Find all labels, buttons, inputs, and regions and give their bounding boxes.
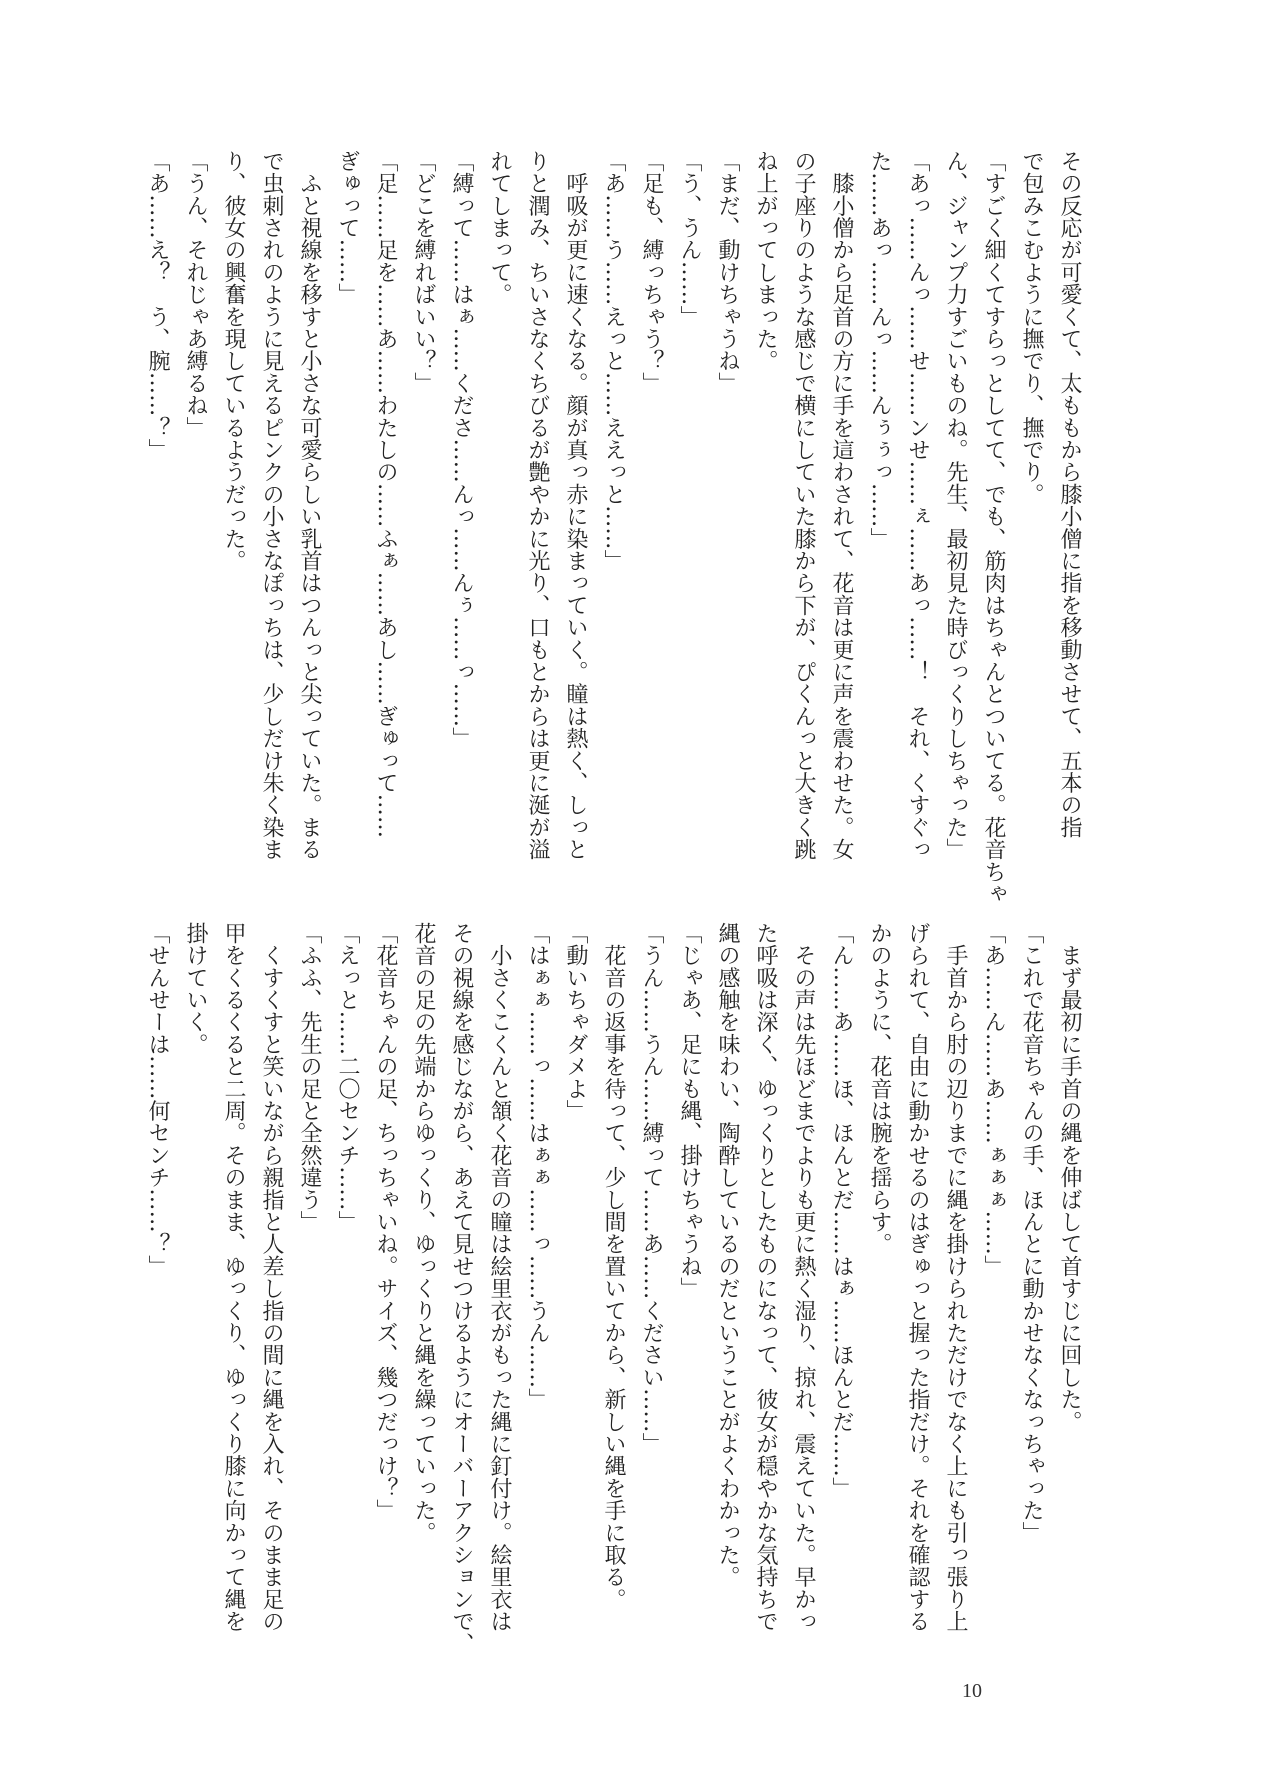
text-line: 「どこを縛ればいい？」 (411, 150, 436, 395)
text-line: まず最初に手首の縄を伸ばして首すじに回した。 (1057, 922, 1082, 1433)
text-line: 「ふふ、先生の足と全然違う」 (297, 922, 322, 1233)
text-line: 手首から肘の辺りまでに縄を掛けられただけでなく上にも引っ張り上 (943, 922, 968, 1633)
text-line: た……あっ……んっ……んぅぅっ……」 (867, 150, 892, 550)
text-line: 「これで花音ちゃんの手、ほんとに動かせなくなっちゃった」 (1019, 922, 1044, 1544)
text-line: くすくすと笑いながら親指と人差し指の間に縄を入れ、そのまま足の (259, 922, 284, 1633)
text-line: 「えっと……二〇センチ……」 (335, 922, 360, 1233)
text-line: その声は先ほどまでよりも更に熱く湿り、掠れ、震えていた。早かっ (791, 922, 816, 1633)
text-line: 膝小僧から足首の方に手を這わされて、花音は更に声を震わせた。女 (829, 150, 854, 861)
text-line: 「あ……ん……あ……ぁぁぁ……」 (981, 922, 1006, 1278)
text-line: れてしまって。 (487, 150, 512, 306)
page-number: 10 (962, 1680, 982, 1702)
text-line: 「う、うん……」 (677, 150, 702, 328)
text-line: 「はぁぁ……っ……はぁぁ……っ……うん……」 (525, 922, 550, 1411)
text-line: 「まだ、動けちゃうね」 (715, 150, 740, 395)
text-line: 甲をくるくると二周。そのまま、ゆっくり、ゆっくり膝に向かって縄を (221, 922, 246, 1633)
text-line: 縄の感触を味わい、陶酔しているのだということがよくわかった。 (715, 922, 740, 1588)
text-line: 「足も、縛っちゃう？」 (639, 150, 664, 395)
text-line: 「動いちゃダメよ」 (563, 922, 588, 1122)
text-line: げられて、自由に動かせるのはぎゅっと握った指だけ。それを確認する (905, 922, 930, 1633)
text-line: り、彼女の興奮を現しているようだった。 (221, 150, 246, 572)
text-line: 「うん、それじゃあ縛るね」 (183, 150, 208, 439)
text-line: りと潤み、ちいさなくちびるが艶やかに光り、口もとからは更に涎が溢 (525, 150, 550, 861)
text-line: かのように、花音は腕を揺らす。 (867, 922, 892, 1255)
text-line: ん、ジャンプ力すごいものね。先生、最初見た時びっくりしちゃった」 (943, 150, 968, 861)
text-line: 掛けていく。 (183, 922, 208, 1056)
text-line: 「すごく細くてすらっとしてて、でも、筋肉はちゃんとついてる。花音ちゃ (981, 150, 1006, 905)
text-line: 「花音ちゃんの足、ちっちゃいね。サイズ、幾つだっけ？」 (373, 922, 398, 1522)
text-block-top (138, 150, 1088, 905)
text-line: その視線を感じながら、あえて見せつけるようにオーバーアクションで、 (449, 922, 474, 1655)
text-block-bottom (138, 922, 1088, 1662)
text-line: 「あっ……んっ……せ……ンせ……ぇ……あっ……！ それ、くすぐっ (905, 150, 930, 861)
text-line: 小さくこくんと頷く花音の瞳は絵里衣がもった縄に釘付け。絵里衣は (487, 922, 512, 1633)
text-line: で包みこむように撫でり、撫でり。 (1019, 150, 1044, 506)
text-line: 「せんせーは……何センチ……？」 (145, 922, 170, 1278)
text-line: 呼吸が更に速くなる。顔が真っ赤に染まっていく。瞳は熱く、しっと (563, 150, 588, 861)
text-line: た呼吸は深く、ゆっくりとしたものになって、彼女が穏やかな気持ちで (753, 922, 778, 1633)
text-line: 「足……足を……あ……わたしの……ふぁ……あし……ぎゅって…… (373, 150, 398, 839)
text-line: 花音の返事を待って、少し間を置いてから、新しい縄を手に取る。 (601, 922, 626, 1611)
text-line: ね上がってしまった。 (753, 150, 778, 372)
text-line: 「あ……う……えっと……ええっと……」 (601, 150, 626, 572)
text-line: 「じゃあ、足にも縄、掛けちゃうね」 (677, 922, 702, 1300)
text-line: で虫刺されのように見えるピンクの小さなぽっちは、少しだけ朱く染ま (259, 150, 284, 861)
text-line: ぎゅって……」 (335, 150, 360, 306)
text-line: その反応が可愛くて、太ももから膝小僧に指を移動させて、五本の指 (1057, 150, 1082, 839)
text-line: ふと視線を移すと小さな可愛らしい乳首はつんっと尖っていた。まる (297, 150, 322, 861)
text-line: 「あ……え？ う、腕……？」 (145, 150, 170, 461)
text-line: の子座りのような感じで横にしていた膝から下が、ぴくんっと大きく跳 (791, 150, 816, 861)
text-line: 「うん……うん……縛って……あ……ください……」 (639, 922, 664, 1455)
text-line: 花音の足の先端からゆっくり、ゆっくりと縄を繰っていった。 (411, 922, 436, 1544)
text-line: 「ん……あ……ほ、ほんとだ……はぁ……ほんとだ……」 (829, 922, 854, 1500)
text-line: 「縛って……はぁ……くださ……んっ……んぅ……っ……」 (449, 150, 474, 750)
